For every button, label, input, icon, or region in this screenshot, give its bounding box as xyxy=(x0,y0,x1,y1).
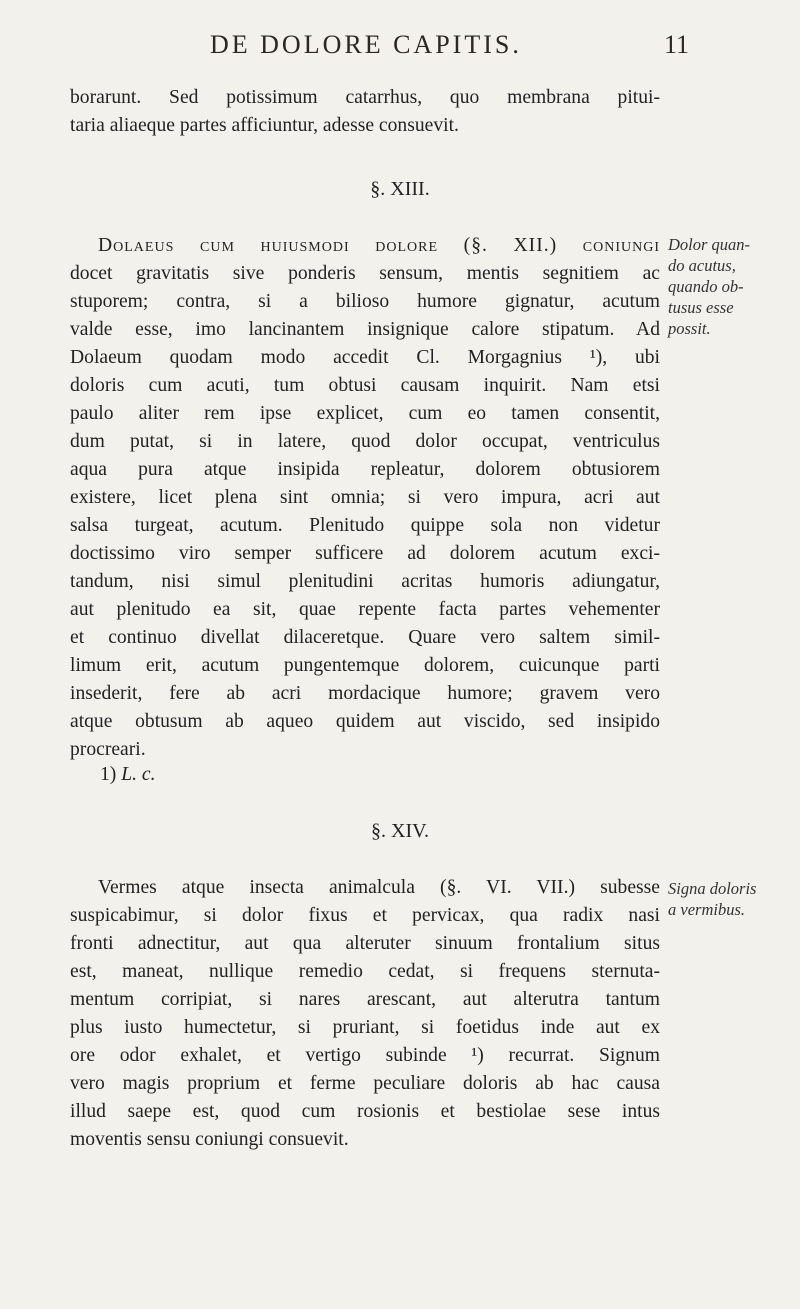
text-line: existere, licet plena sint omnia; si vero impura, acri aut xyxy=(70,487,660,508)
text-line: Dolaeum quodam modo accedit Cl. Morgagnius ¹), ubi xyxy=(70,347,660,368)
text-line: doloris cum acuti, tum obtusi causam inquirit. Nam etsi xyxy=(70,375,660,396)
text-line: mentum corripiat, si nares arescant, aut alterutra tantum xyxy=(70,989,660,1010)
text-line: dum putat, si in latere, quod dolor occupat, ventriculus xyxy=(70,431,660,452)
text-line: illud saepe est, quod cum rosionis et bestiolae sese intus xyxy=(70,1101,660,1122)
margin-note-line: a vermibus. xyxy=(668,900,745,919)
text-line: Vermes atque insecta animalcula (§. VI. VII.) subesse xyxy=(98,877,660,898)
margin-note-line: possit. xyxy=(668,319,711,338)
margin-note-line: do acutus, xyxy=(668,256,736,275)
margin-note-dolor xyxy=(668,234,798,339)
text-line: ore odor exhalet, et vertigo subinde ¹) recurrat. Signum xyxy=(70,1045,660,1066)
text-line: et continuo divellat dilaceretque. Quare vero saltem simil- xyxy=(70,627,660,648)
text-line: atque obtusum ab aqueo quidem aut viscido, sed insipido xyxy=(70,711,660,732)
page-number: 11 xyxy=(664,30,690,59)
page-header xyxy=(0,30,800,70)
section-heading-xiv: §. XIV. xyxy=(371,820,429,842)
text-line: est, maneat, nullique remedio cedat, si frequens sternuta- xyxy=(70,961,660,982)
text-line: Dolaeus cum huiusmodi dolore (§. XII.) coniungi xyxy=(98,235,660,256)
section-xiv-text xyxy=(70,874,660,1154)
text-line: docet gravitatis sive ponderis sensum, mentis segnitiem ac xyxy=(70,263,660,284)
text-line: aqua pura atque insipida repleatur, dolorem obtusiorem xyxy=(70,459,660,480)
text-line: paulo aliter rem ipse explicet, cum eo tamen consentit, xyxy=(70,403,660,424)
margin-note-line: Signa doloris xyxy=(668,879,757,898)
text-line: borarunt. Sed potissimum catarrhus, quo membrana pitui- xyxy=(70,87,660,108)
text-line: doctissimo viro semper sufficere ad dolorem acutum exci- xyxy=(70,543,660,564)
footnote-mark: 1) xyxy=(100,764,117,785)
margin-note-line: Dolor quan- xyxy=(668,235,751,254)
text-line: tandum, nisi simul plenitudini acritas humoris adiungatur, xyxy=(70,571,660,592)
text-line: valde esse, imo lancinantem insignique calore stipatum. Ad xyxy=(70,319,660,340)
section-heading-xiii: §. XIII. xyxy=(370,178,430,200)
text-line: fronti adnectitur, aut qua alteruter sinuum frontalium situs xyxy=(70,933,660,954)
text-line: insederit, fere ab acri mordacique humore; gravem vero xyxy=(70,683,660,704)
text-line: plus iusto humectetur, si pruriant, si foetidus inde aut ex xyxy=(70,1017,660,1038)
text-line: suspicabimur, si dolor fixus et pervicax, qua radix nasi xyxy=(70,905,660,926)
paragraph-continuation xyxy=(70,84,660,140)
footnote-text: L. c. xyxy=(121,764,156,785)
text-line: moventis sensu coniungi consuevit. xyxy=(70,1129,349,1150)
text-line: vero magis proprium et ferme peculiare doloris ab hac causa xyxy=(70,1073,660,1094)
text-line: stuporem; contra, si a bilioso humore gignatur, acutum xyxy=(70,291,660,312)
margin-note-signa xyxy=(668,878,798,920)
text-line: salsa turgeat, acutum. Plenitudo quippe sola non videtur xyxy=(70,515,660,536)
text-line: aut plenitudo ea sit, quae repente facta partes vehementer xyxy=(70,599,660,620)
text-line: procreari. xyxy=(70,739,146,760)
margin-note-line: quando ob- xyxy=(668,277,744,296)
text-line: taria aliaeque partes afficiuntur, adesse consuevit. xyxy=(70,115,459,136)
margin-note-line: tusus esse xyxy=(668,298,734,317)
footnote xyxy=(100,764,156,786)
running-head: DE DOLORE CAPITIS. xyxy=(210,30,522,59)
text-line: limum erit, acutum pungentemque dolorem, cuicunque parti xyxy=(70,655,660,676)
section-xiii-text xyxy=(70,232,660,764)
